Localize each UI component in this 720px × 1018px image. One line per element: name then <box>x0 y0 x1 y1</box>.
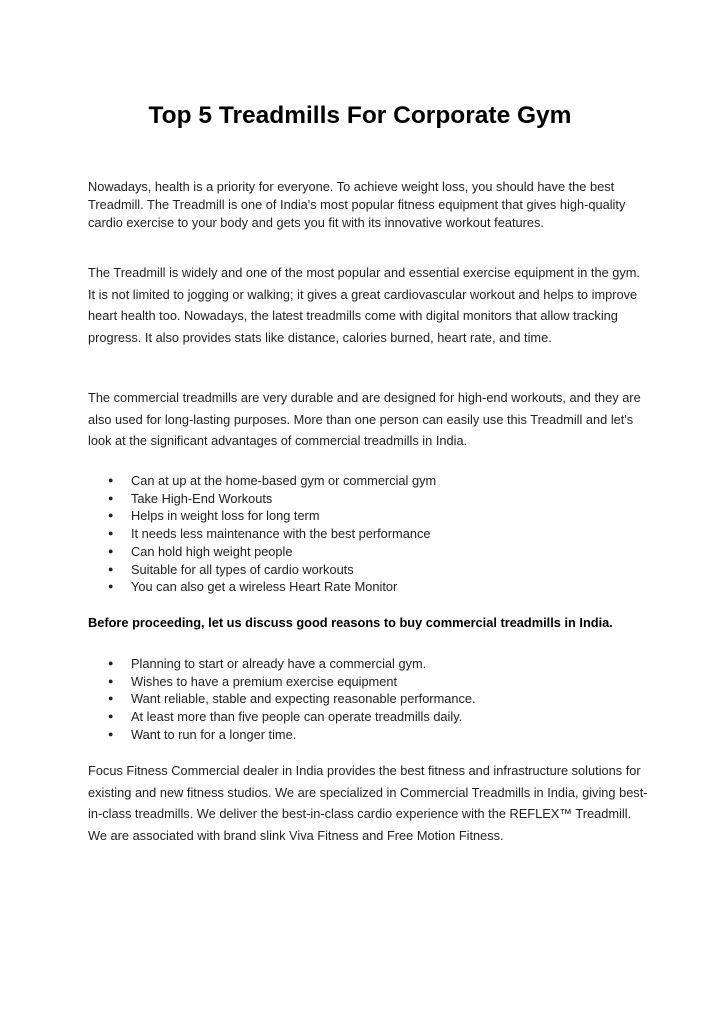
list-item: ● Helps in weight loss for long term <box>108 508 320 524</box>
list-item: ● Suitable for all types of cardio workouts <box>108 561 354 577</box>
bullet-icon: ● <box>108 728 114 739</box>
list-item: ● Can hold high weight people <box>108 543 293 559</box>
bullet-icon: ● <box>108 563 114 574</box>
list-item: ● Take High-End Workouts <box>108 490 273 506</box>
commercial-treadmills-paragraph: The commercial treadmills are very durable and are designed for high-end workouts, and they are also used for long-lasting purposes. More than one person can easily use this Treadmill and let's look at the significant advantages of commercial treadmills in India. <box>88 390 641 448</box>
list-item: ● Want reliable, stable and expecting reasonable performance. <box>108 691 476 707</box>
bullet-icon: ● <box>108 510 114 521</box>
intro-paragraph: Nowadays, health is a priority for everyone. To achieve weight loss, you should have the best Treadmill. The Treadmill is one of India's most popular fitness equipment that gives high-quality cardio exercise to your body and gets you fit with its innovative workout features. <box>88 179 626 230</box>
bullet-icon: ● <box>108 545 114 556</box>
bullet-icon: ● <box>108 693 114 704</box>
advantages-list <box>88 472 648 596</box>
list-item: ● At least more than five people can operate treadmills daily. <box>108 709 463 725</box>
document-title: Top 5 Treadmills For Corporate Gym <box>148 102 572 129</box>
bullet-icon: ● <box>108 658 114 668</box>
list-item: ● Want to run for a longer time. <box>108 726 297 742</box>
focus-fitness-paragraph: Focus Fitness Commercial dealer in India provides the best fitness and infrastructure solutions for existing and new fitness studios. We are specialized in Commercial Treadmills in India, giving best-in-class treadmills. We deliver the best-in-class cardio experience with the REFLEX™ Treadmill. We are associated with brand slink Viva Fitness and Free Motion Fitness. <box>88 763 648 843</box>
bullet-icon: ● <box>108 675 114 686</box>
bullet-icon: ● <box>108 475 114 485</box>
bullet-icon: ● <box>108 711 114 722</box>
list-item: ● Planning to start or already have a commercial gym. <box>108 656 427 671</box>
list-item: ● Wishes to have a premium exercise equipment <box>108 673 398 689</box>
bullet-icon: ● <box>108 581 114 592</box>
list-item: ● Can at up at the home-based gym or commercial gym <box>108 473 437 488</box>
list-item: ● You can also get a wireless Heart Rate Monitor <box>108 579 398 595</box>
bullet-icon: ● <box>108 528 114 539</box>
treadmill-description-paragraph: The Treadmill is widely and one of the most popular and essential exercise equipment in the gym. It is not limited to jogging or walking; it gives a great cardiovascular workout and helps to improve heart health too. Nowadays, the latest treadmills come with digital monitors that allow tracking progress. It also provides stats like distance, calories burned, heart rate, and time. <box>88 265 640 345</box>
reasons-list <box>88 655 648 744</box>
bullet-icon: ● <box>108 492 114 503</box>
reasons-heading: Before proceeding, let us discuss good reasons to buy commercial treadmills in India. <box>88 615 613 630</box>
list-item: ● It needs less maintenance with the best performance <box>108 526 431 542</box>
